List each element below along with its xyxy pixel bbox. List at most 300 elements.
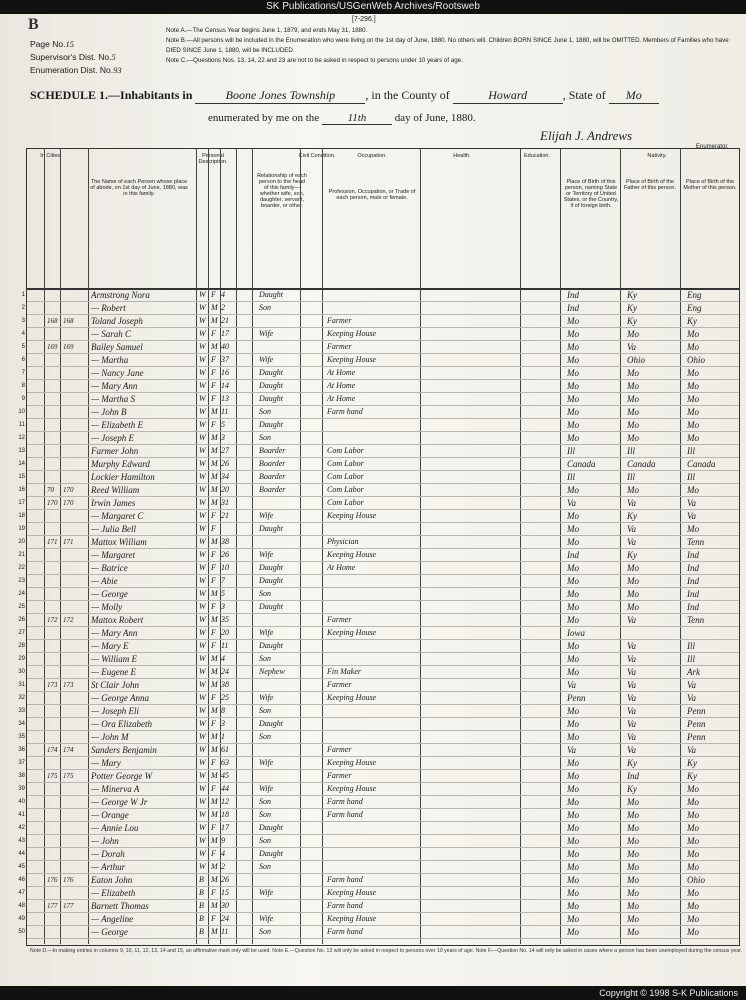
father-birthplace-cell: Ind <box>627 771 639 781</box>
person-name: — Angeline <box>91 914 134 924</box>
age-cell: 31 <box>221 498 229 507</box>
sex-cell: M <box>211 927 218 936</box>
line-number: 25 <box>18 604 25 610</box>
line-number: 39 <box>18 786 25 792</box>
line-number: 2 <box>21 305 25 311</box>
father-birthplace-cell: Va <box>627 524 636 534</box>
birthplace-cell: Mo <box>567 901 579 911</box>
census-notes <box>166 26 736 66</box>
sex-cell: F <box>211 420 216 429</box>
birthplace-cell: Mo <box>567 862 579 872</box>
mother-birthplace-cell: Mo <box>687 433 699 443</box>
occupation-cell: At Home <box>327 368 356 377</box>
person-name: — Eugene E <box>91 667 136 677</box>
line-number: 32 <box>18 695 25 701</box>
color-cell: W <box>199 797 206 806</box>
sex-cell: F <box>211 641 216 650</box>
birthplace-cell: Penn <box>567 693 586 703</box>
township: Boone Jones Township <box>195 88 365 104</box>
color-cell: B <box>199 927 204 936</box>
occupation-cell: Farmer <box>327 680 352 689</box>
form-stamp: B <box>28 16 39 33</box>
birthplace-cell: Va <box>567 745 576 755</box>
occupation-cell: Com Labor <box>327 498 364 507</box>
occupation-cell: Com Labor <box>327 472 364 481</box>
dwelling-number: 175 <box>47 772 58 780</box>
age-cell: 13 <box>221 394 229 403</box>
mother-birthplace-cell: Ohio <box>687 355 705 365</box>
age-cell: 11 <box>221 641 229 650</box>
birthplace-cell: Ill <box>567 472 575 482</box>
table-row <box>18 731 739 744</box>
enumerator-signature: Elijah J. Andrews <box>540 128 633 143</box>
sex-cell: M <box>211 485 218 494</box>
person-name: Eaton John <box>91 875 133 885</box>
birthplace-cell: Mo <box>567 368 579 378</box>
color-cell: W <box>199 602 206 611</box>
family-number: 170 <box>63 499 74 507</box>
family-number: 175 <box>63 772 74 780</box>
relationship-cell: Daught <box>259 394 283 403</box>
line-number: 24 <box>18 591 25 597</box>
age-cell: 20 <box>221 485 229 494</box>
person-name: — Martha S <box>91 394 136 404</box>
table-row <box>21 302 739 315</box>
birthplace-cell: Mo <box>567 641 579 651</box>
color-cell: W <box>199 329 206 338</box>
dwelling-number: 174 <box>47 746 58 754</box>
color-cell: W <box>199 667 206 676</box>
person-name: Irwin James <box>91 498 136 508</box>
line-number: 22 <box>18 565 25 571</box>
father-birthplace-cell: Mo <box>627 888 639 898</box>
enum-dist-label: Enumeration Dist. No. <box>30 65 114 75</box>
person-name: — Robert <box>91 303 126 313</box>
relationship-cell: Daught <box>259 368 283 377</box>
birthplace-cell: Mo <box>567 589 579 599</box>
color-cell: W <box>199 719 206 728</box>
relationship-cell: Daught <box>259 719 283 728</box>
person-name: — Orange <box>91 810 129 820</box>
father-birthplace-cell: Mo <box>627 602 639 612</box>
father-birthplace-cell: Mo <box>627 589 639 599</box>
sex-cell: F <box>211 394 216 403</box>
person-name: — Sarah C <box>91 329 132 339</box>
color-cell: W <box>199 342 206 351</box>
age-cell: 3 <box>221 719 225 728</box>
hdr-health: Health. <box>453 153 471 159</box>
color-cell: W <box>199 511 206 520</box>
person-name: Lockier Hamilton <box>91 472 155 482</box>
sex-cell: M <box>211 589 218 598</box>
relationship-cell: Son <box>259 797 271 806</box>
person-name: Potter George W <box>91 771 153 781</box>
father-birthplace-cell: Mo <box>627 407 639 417</box>
age-cell: 8 <box>221 706 225 715</box>
mother-birthplace-cell: Mo <box>687 368 699 378</box>
occupation-cell: Com Labor <box>327 446 364 455</box>
sex-cell: F <box>211 758 216 767</box>
table-row <box>18 419 739 432</box>
mother-birthplace-cell: Va <box>687 745 696 755</box>
mother-birthplace-cell: Mo <box>687 888 699 898</box>
line-number: 26 <box>18 617 25 623</box>
birthplace-cell: Mo <box>567 875 579 885</box>
line-number: 31 <box>18 682 25 688</box>
birthplace-cell: Ind <box>567 290 579 300</box>
color-cell: W <box>199 420 206 429</box>
father-birthplace-cell: Mo <box>627 823 639 833</box>
table-row <box>18 549 739 562</box>
sex-cell: F <box>211 563 216 572</box>
mother-birthplace-cell: Mo <box>687 849 699 859</box>
table-row <box>18 432 739 445</box>
color-cell: W <box>199 810 206 819</box>
color-cell: W <box>199 394 206 403</box>
table-row <box>18 757 739 770</box>
mother-birthplace-cell: Mo <box>687 394 699 404</box>
mother-birthplace-cell: Mo <box>687 914 699 924</box>
mother-birthplace-cell: Penn <box>687 719 706 729</box>
birthplace-cell: Mo <box>567 420 579 430</box>
table-row <box>18 445 739 458</box>
father-birthplace-cell: Va <box>627 732 636 742</box>
birthplace-cell: Mo <box>567 485 579 495</box>
relationship-cell: Boarder <box>259 485 286 494</box>
line-number: 3 <box>21 318 25 324</box>
relationship-cell: Son <box>259 654 271 663</box>
relationship-cell: Son <box>259 433 271 442</box>
birthplace-cell: Mo <box>567 706 579 716</box>
mother-birthplace-cell: Va <box>687 498 696 508</box>
color-cell: W <box>199 615 206 624</box>
birthplace-cell: Mo <box>567 576 579 586</box>
line-number: 8 <box>21 383 25 389</box>
age-cell: 16 <box>221 368 229 377</box>
table-row <box>21 289 739 302</box>
occupation-cell: Farmer <box>327 316 352 325</box>
note-b: Note B.—All persons will be included in the Enumeration who were living on the 1st day of June, 1880. No others will. Children BORN SINCE June 1, 1880, will be OMITTED. Members of Families who have DIED SINCE June 1, 1880, will be INCLUDED. <box>166 37 729 54</box>
color-cell: W <box>199 849 206 858</box>
relationship-cell: Wife <box>259 914 274 923</box>
age-cell: 4 <box>221 290 225 299</box>
mother-birthplace-cell: Mo <box>687 823 699 833</box>
age-cell: 18 <box>221 810 229 819</box>
occupation-cell: Keeping House <box>327 628 377 637</box>
sex-cell: F <box>211 329 216 338</box>
father-birthplace-cell: Mo <box>627 862 639 872</box>
mother-birthplace-cell: Ind <box>687 602 699 612</box>
birthplace-cell: Mo <box>567 719 579 729</box>
relationship-cell: Daught <box>259 823 283 832</box>
color-cell: W <box>199 576 206 585</box>
age-cell: 27 <box>221 446 229 455</box>
table-row <box>18 575 739 588</box>
relationship-cell: Son <box>259 836 271 845</box>
age-cell: 5 <box>221 589 225 598</box>
age-cell: 21 <box>221 511 229 520</box>
age-cell: 37 <box>221 355 229 364</box>
line-number: 15 <box>18 474 25 480</box>
sex-cell: F <box>211 823 216 832</box>
color-cell: W <box>199 498 206 507</box>
occupation-cell: Farmer <box>327 342 352 351</box>
mother-birthplace-cell: Ky <box>687 316 697 326</box>
table-row <box>18 835 739 848</box>
mother-birthplace-cell: Mo <box>687 901 699 911</box>
birthplace-cell: Mo <box>567 394 579 404</box>
person-name: — Batrice <box>91 563 128 573</box>
line-number: 28 <box>18 643 25 649</box>
color-cell: W <box>199 784 206 793</box>
table-row <box>18 809 739 822</box>
age-cell: 15 <box>221 888 229 897</box>
father-birthplace-cell: Ky <box>627 511 637 521</box>
line-number: 9 <box>21 396 25 402</box>
color-cell: W <box>199 654 206 663</box>
person-name: Farmer John <box>91 446 139 456</box>
line-number: 18 <box>18 513 25 519</box>
father-birthplace-cell: Mo <box>627 849 639 859</box>
age-cell: 11 <box>221 407 229 416</box>
relationship-cell: Wife <box>259 784 274 793</box>
line-number: 49 <box>18 916 25 922</box>
birthplace-cell: Va <box>567 680 576 690</box>
occupation-cell: Farm hand <box>327 810 363 819</box>
line-number: 35 <box>18 734 25 740</box>
person-name: — George <box>91 927 128 937</box>
dwelling-number: 169 <box>47 343 58 351</box>
table-row <box>18 783 739 796</box>
sex-cell: M <box>211 680 218 689</box>
occupation-cell: Keeping House <box>327 693 377 702</box>
mother-birthplace-cell: Tenn <box>687 537 705 547</box>
age-cell: 11 <box>221 927 229 936</box>
father-birthplace-cell: Mo <box>627 901 639 911</box>
dwelling-number: 171 <box>47 538 58 546</box>
father-birthplace-cell: Mo <box>627 927 639 937</box>
mother-birthplace-cell: Canada <box>687 459 716 469</box>
table-row <box>18 406 739 419</box>
mother-birthplace-cell: Mo <box>687 342 699 352</box>
birthplace-cell: Mo <box>567 732 579 742</box>
occupation-cell: At Home <box>327 563 356 572</box>
birthplace-cell: Mo <box>567 316 579 326</box>
color-cell: W <box>199 381 206 390</box>
table-row <box>21 380 739 393</box>
birthplace-cell: Mo <box>567 602 579 612</box>
age-cell: 9 <box>221 836 225 845</box>
line-number: 10 <box>18 409 25 415</box>
hdr-name: The Name of each Person whose place of abode, on 1st day of June, 1880, was in this family. <box>90 179 188 197</box>
sex-cell: M <box>211 732 218 741</box>
table-row <box>21 367 739 380</box>
mother-birthplace-cell: Mo <box>687 329 699 339</box>
father-birthplace-cell: Mo <box>627 485 639 495</box>
person-name: — Abie <box>91 576 118 586</box>
relationship-cell: Son <box>259 589 271 598</box>
person-name: — Margaret C <box>91 511 144 521</box>
sex-cell: F <box>211 290 216 299</box>
state: Mo <box>609 88 659 104</box>
father-birthplace-cell: Va <box>627 667 636 677</box>
note-c: Note C.—Questions Nos. 13, 14, 22 and 23 are not to be asked in respect to persons under 10 years of age. <box>166 57 463 64</box>
table-row <box>18 900 739 913</box>
hdr-mob: Place of Birth of the Mother of this person. <box>683 179 737 191</box>
age-cell: 30 <box>221 901 229 910</box>
family-number: 177 <box>63 902 74 910</box>
father-birthplace-cell: Mo <box>627 433 639 443</box>
hdr-nativity: Nativity. <box>647 153 667 159</box>
age-cell: 17 <box>221 823 229 832</box>
hdr-pob: Place of Birth of this person, naming State or Territory of United States, or the Country, if of foreign birth. <box>563 179 619 209</box>
dwelling-number: 176 <box>47 876 58 884</box>
person-name: — Ora Elizabeth <box>91 719 153 729</box>
hdr-education: Education. <box>524 153 550 159</box>
relationship-cell: Son <box>259 706 271 715</box>
sex-cell: M <box>211 797 218 806</box>
mother-birthplace-cell: Penn <box>687 706 706 716</box>
dwelling-number: 70 <box>47 486 54 494</box>
color-cell: W <box>199 771 206 780</box>
table-row <box>18 536 739 549</box>
color-cell: W <box>199 563 206 572</box>
birthplace-cell: Mo <box>567 810 579 820</box>
table-row <box>18 926 739 939</box>
mother-birthplace-cell: Tenn <box>687 615 705 625</box>
birthplace-cell: Mo <box>567 927 579 937</box>
relationship-cell: Wife <box>259 329 274 338</box>
sex-cell: M <box>211 303 218 312</box>
color-cell: B <box>199 914 204 923</box>
father-birthplace-cell: Va <box>627 719 636 729</box>
person-name: — Elizabeth <box>91 888 136 898</box>
table-row <box>21 328 739 341</box>
father-birthplace-cell: Va <box>627 641 636 651</box>
note-a: Note A.—The Census Year begins June 1, 1879, and ends May 31, 1880. <box>166 27 368 34</box>
table-row <box>18 770 739 783</box>
person-name: St Clair John <box>91 680 140 690</box>
hdr-relationship: Relationship of each person to the head of this family—whether wife, son, daughter, servant, boarder, or other. <box>257 173 307 209</box>
hdr-civil: Civil Condition. <box>298 153 336 159</box>
father-birthplace-cell: Va <box>627 745 636 755</box>
relationship-cell: Boarder <box>259 459 286 468</box>
family-number: 174 <box>63 746 74 754</box>
mother-birthplace-cell: Mo <box>687 784 699 794</box>
sex-cell: M <box>211 654 218 663</box>
occupation-cell: Farmer <box>327 615 352 624</box>
line-number: 21 <box>18 552 25 558</box>
mother-birthplace-cell: Mo <box>687 810 699 820</box>
line-number: 33 <box>18 708 25 714</box>
color-cell: W <box>199 693 206 702</box>
color-cell: W <box>199 290 206 299</box>
line-number: 1 <box>21 292 25 298</box>
mother-birthplace-cell: Mo <box>687 836 699 846</box>
person-name: Toland Joseph <box>91 316 143 326</box>
sex-cell: F <box>211 888 216 897</box>
sex-cell: F <box>211 849 216 858</box>
sex-cell: M <box>211 771 218 780</box>
occupation-cell: Keeping House <box>327 888 377 897</box>
birthplace-cell: Mo <box>567 823 579 833</box>
line-number: 36 <box>18 747 25 753</box>
color-cell: B <box>199 901 204 910</box>
age-cell: 38 <box>221 680 229 689</box>
age-cell: 1 <box>221 732 225 741</box>
footnotes: Note D.—In making entries in columns 9, 10, 11, 12, 13, 14 and 15, an affirmative mark only will be used. Note E.—Question No. 13 will only be asked in respect to persons over 10 years of age. Note F.—Question No. 14 will only be asked in cases where a person has been unemployed during the census year. <box>30 948 743 954</box>
color-cell: W <box>199 745 206 754</box>
color-cell: W <box>199 589 206 598</box>
table-row <box>18 601 739 614</box>
line-number: 7 <box>21 370 25 376</box>
person-name: — Margaret <box>91 550 136 560</box>
person-name: Sanders Benjamin <box>91 745 157 755</box>
table-row <box>18 471 739 484</box>
sex-cell: F <box>211 355 216 364</box>
line-number: 45 <box>18 864 25 870</box>
color-cell: W <box>199 446 206 455</box>
occupation-cell: Keeping House <box>327 758 377 767</box>
age-cell: 14 <box>221 381 229 390</box>
line-number: 41 <box>18 812 25 818</box>
sex-cell: M <box>211 459 218 468</box>
color-cell: W <box>199 823 206 832</box>
color-cell: W <box>199 407 206 416</box>
father-birthplace-cell: Mo <box>627 394 639 404</box>
mother-birthplace-cell: Mo <box>687 381 699 391</box>
relationship-cell: Daught <box>259 641 283 650</box>
mother-birthplace-cell: Mo <box>687 862 699 872</box>
birthplace-cell: Mo <box>567 381 579 391</box>
person-name: — Nancy Jane <box>91 368 144 378</box>
line-number: 37 <box>18 760 25 766</box>
table-row <box>18 874 739 887</box>
birthplace-cell: Mo <box>567 771 579 781</box>
person-name: — Martha <box>91 355 129 365</box>
county: Howard <box>453 88 563 104</box>
color-cell: W <box>199 537 206 546</box>
sex-cell: F <box>211 368 216 377</box>
mother-birthplace-cell: Ohio <box>687 875 705 885</box>
age-cell: 21 <box>221 316 229 325</box>
father-birthplace-cell: Ill <box>627 472 635 482</box>
page-label: Page No. <box>30 39 66 49</box>
sex-cell: M <box>211 862 218 871</box>
person-name: — John M <box>91 732 129 742</box>
line-number: 19 <box>18 526 25 532</box>
age-cell: 3 <box>221 602 225 611</box>
birthplace-cell: Mo <box>567 797 579 807</box>
birthplace-cell: Mo <box>567 524 579 534</box>
table-row <box>18 705 739 718</box>
line-number: 46 <box>18 877 25 883</box>
hdr-fob: Place of Birth of the Father of this person. <box>624 179 676 191</box>
father-birthplace-cell: Ky <box>627 316 637 326</box>
color-cell: W <box>199 706 206 715</box>
person-name: — Joseph E <box>91 433 134 443</box>
mother-birthplace-cell: Ind <box>687 550 699 560</box>
birthplace-cell: Mo <box>567 342 579 352</box>
color-cell: W <box>199 433 206 442</box>
sex-cell: M <box>211 615 218 624</box>
mother-birthplace-cell: Eng <box>687 290 702 300</box>
mother-birthplace-cell: Ky <box>687 771 697 781</box>
mother-birthplace-cell: Ill <box>687 654 695 664</box>
father-birthplace-cell: Mo <box>627 381 639 391</box>
occupation-cell: Com Labor <box>327 459 364 468</box>
father-birthplace-cell: Va <box>627 693 636 703</box>
